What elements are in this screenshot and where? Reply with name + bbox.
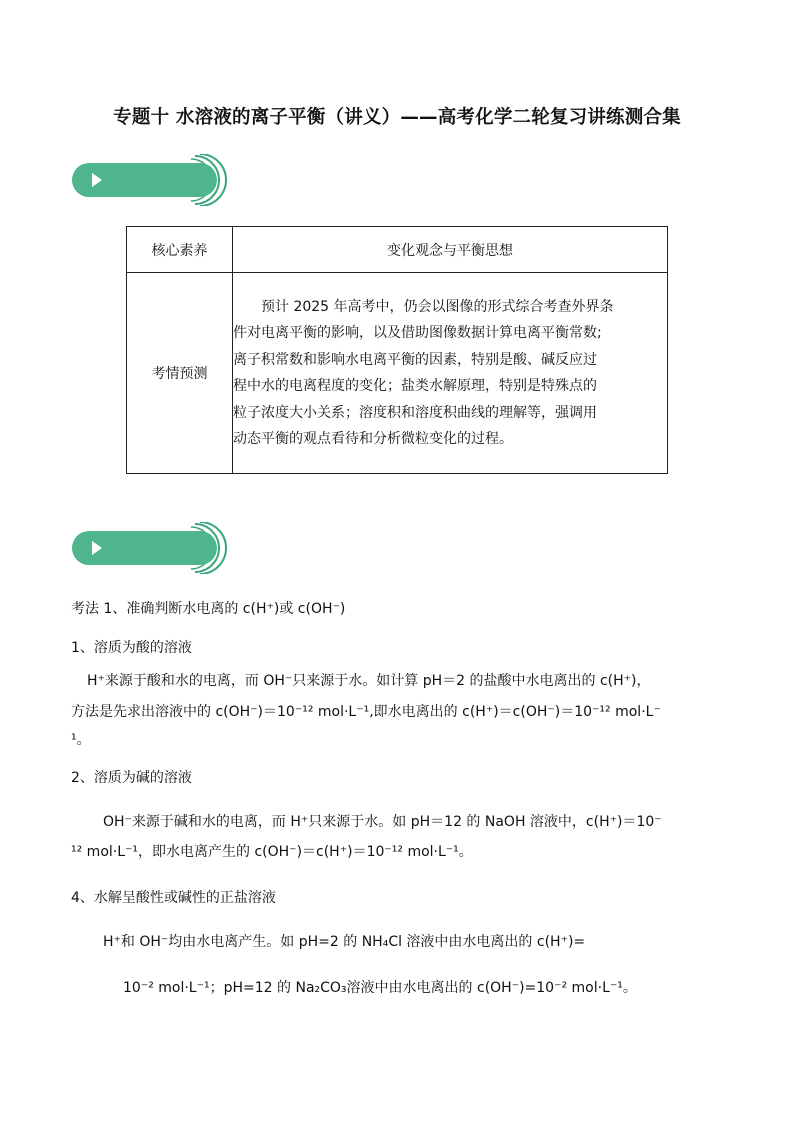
play-icon bbox=[92, 173, 102, 187]
section-badge-1 bbox=[70, 154, 230, 206]
table-value-forecast bbox=[233, 273, 668, 474]
table-value-core: 变化观念与平衡思想 bbox=[233, 227, 668, 273]
table-label-forecast: 考情预测 bbox=[127, 273, 233, 474]
subsection-title: 2、溶质为碱的溶液 bbox=[71, 770, 192, 786]
forecast-line: 离子积常数和影响水电离平衡的因素，特别是酸、碱反应过 bbox=[233, 351, 597, 368]
forecast-line: 预计 2025 年高考中，仍会以图像的形式综合考查外界条 bbox=[261, 298, 614, 315]
subsection-title: 4、水解呈酸性或碱性的正盐溶液 bbox=[71, 890, 276, 906]
table-row bbox=[127, 273, 668, 474]
forecast-line: 程中水的电离程度的变化；盐类水解原理，特别是特殊点的 bbox=[233, 378, 597, 394]
badge-pill bbox=[72, 531, 217, 565]
badge-pill bbox=[72, 163, 217, 197]
paragraph-line: ¹² mol·L⁻¹，即水电离产生的 c(OH⁻)＝c(H⁺)＝10⁻¹² mol·L⁻¹。 bbox=[71, 844, 473, 860]
forecast-line: 件对电离平衡的影响，以及借助图像数据计算电离平衡常数; bbox=[233, 325, 602, 341]
section-heading: 考法 1、准确判断水电离的 c(H⁺)或 c(OH⁻) bbox=[71, 601, 346, 617]
paragraph-line: H⁺来源于酸和水的电离，而 OH⁻只来源于水。如计算 pH＝2 的盐酸中水电离出的 c(H⁺)， bbox=[87, 673, 651, 689]
core-literacy-table bbox=[126, 226, 668, 474]
table-label-core: 核心素养 bbox=[127, 227, 233, 273]
play-icon bbox=[92, 541, 102, 555]
table-row bbox=[127, 227, 668, 273]
paragraph-line: 方法是先求出溶液中的 c(OH⁻)＝10⁻¹² mol·L⁻¹,即水电离出的 c(H⁺)＝c(OH⁻)＝10⁻¹² mol·L⁻ bbox=[71, 704, 661, 720]
forecast-line: 动态平衡的观点看待和分析微粒变化的过程。 bbox=[233, 431, 513, 447]
paragraph-line: H⁺和 OH⁻均由水电离产生。如 pH=2 的 NH₄Cl 溶液中由水电离出的 c(H⁺)= bbox=[103, 934, 586, 950]
document-title: 专题十 水溶液的离子平衡（讲义）——高考化学二轮复习讲练测合集 bbox=[113, 107, 681, 128]
paragraph-line: ¹。 bbox=[71, 732, 91, 748]
paragraph-line: OH⁻来源于碱和水的电离，而 H⁺只来源于水。如 pH＝12 的 NaOH 溶液中，c(H⁺)＝10⁻ bbox=[103, 814, 662, 830]
section-badge-2 bbox=[70, 522, 230, 574]
subsection-title: 1、溶质为酸的溶液 bbox=[71, 640, 192, 656]
forecast-line: 粒子浓度大小关系；溶度积和溶度积曲线的理解等，强调用 bbox=[233, 404, 597, 421]
paragraph-line: 10⁻² mol·L⁻¹；pH=12 的 Na₂CO₃溶液中由水电离出的 c(OH⁻)=10⁻² mol·L⁻¹。 bbox=[123, 980, 637, 996]
